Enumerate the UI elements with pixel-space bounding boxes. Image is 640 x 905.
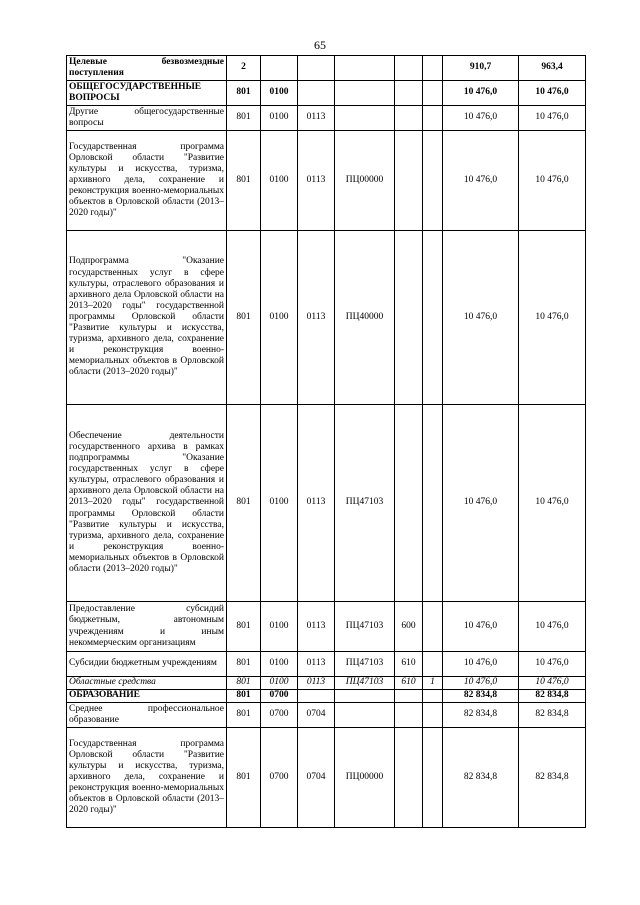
amount-second-cell: 10 476,0 [519, 231, 586, 405]
amount-second-cell: 10 476,0 [519, 81, 586, 106]
code-kosgu-cell [423, 81, 443, 106]
table-row [67, 106, 586, 131]
amount-second-cell: 10 476,0 [519, 131, 586, 231]
code-target-article-cell [335, 106, 395, 131]
code-glava-cell: 801 [227, 131, 261, 231]
amount-second-cell: 10 476,0 [519, 106, 586, 131]
code-target-article-cell: ПЦ47103 [335, 652, 395, 677]
code-glava-cell: 801 [227, 81, 261, 106]
item-name-cell: Государственная программа Орловской области "Развитие культуры и искусства, туризма, архивного дела, сохранение и реконструкция военно-мемориальных объектов в Орловской области (2013–2020 годы)" [67, 728, 227, 828]
table-row [67, 56, 586, 81]
code-kosgu-cell [423, 405, 443, 602]
item-name-cell: Другие общегосударственные вопросы [67, 106, 227, 131]
code-expense-type-cell [395, 231, 423, 405]
item-name-cell: ОБРАЗОВАНИЕ [67, 690, 227, 703]
code-razdel-cell: 0100 [261, 652, 298, 677]
code-target-article-cell [335, 690, 395, 703]
code-kosgu-cell [423, 231, 443, 405]
amount-first-cell: 10 476,0 [443, 677, 519, 690]
code-target-article-cell [335, 81, 395, 106]
code-glava-cell: 801 [227, 652, 261, 677]
code-kosgu-cell [423, 56, 443, 81]
amount-first-cell: 10 476,0 [443, 652, 519, 677]
amount-first-cell: 10 476,0 [443, 602, 519, 652]
code-razdel-cell: 0100 [261, 131, 298, 231]
code-razdel-cell: 0100 [261, 81, 298, 106]
code-podrazdel-cell: 0704 [298, 728, 335, 828]
page-number: 65 [314, 38, 326, 52]
code-razdel-cell [261, 56, 298, 81]
code-razdel-cell: 0100 [261, 405, 298, 602]
code-target-article-cell: ПЦ40000 [335, 231, 395, 405]
amount-second-cell: 10 476,0 [519, 405, 586, 602]
code-podrazdel-cell [298, 690, 335, 703]
table-row [67, 231, 586, 405]
code-glava-cell: 801 [227, 728, 261, 828]
table-row [67, 602, 586, 652]
code-glava-cell: 801 [227, 231, 261, 405]
amount-first-cell: 82 834,8 [443, 703, 519, 728]
code-glava-cell: 801 [227, 602, 261, 652]
table-row [67, 690, 586, 703]
code-target-article-cell: ПЦ00000 [335, 131, 395, 231]
code-kosgu-cell [423, 131, 443, 231]
amount-second-cell: 82 834,8 [519, 703, 586, 728]
amount-second-cell: 10 476,0 [519, 677, 586, 690]
amount-second-cell: 10 476,0 [519, 652, 586, 677]
table-row [67, 728, 586, 828]
code-expense-type-cell [395, 690, 423, 703]
code-kosgu-cell [423, 106, 443, 131]
amount-first-cell: 10 476,0 [443, 106, 519, 131]
code-kosgu-cell [423, 652, 443, 677]
budget-table [66, 55, 586, 828]
item-name-cell: Среднее профессиональное образование [67, 703, 227, 728]
code-expense-type-cell [395, 405, 423, 602]
item-name-cell: Целевые безвозмездные поступления [67, 56, 227, 81]
item-name-cell: Подпрограмма "Оказание государственных услуг в сфере культуры, отраслевого образования и архивного дела Орловской области на 2013–2020 годы" государственной программы Орловской области "Развитие культуры и искусства, туризма, архивного дела, сохранение и реконструкция военно-мемориальных объектов в Орловской области (2013–2020 годы)" [67, 231, 227, 405]
code-expense-type-cell [395, 81, 423, 106]
code-glava-cell: 801 [227, 405, 261, 602]
amount-first-cell: 10 476,0 [443, 231, 519, 405]
code-target-article-cell [335, 56, 395, 81]
table-row [67, 131, 586, 231]
code-podrazdel-cell [298, 81, 335, 106]
amount-first-cell: 910,7 [443, 56, 519, 81]
amount-second-cell: 963,4 [519, 56, 586, 81]
code-glava-cell: 801 [227, 677, 261, 690]
code-glava-cell: 801 [227, 106, 261, 131]
item-name-cell: Субсидии бюджетным учреждениям [67, 652, 227, 677]
table-body [67, 56, 586, 828]
amount-first-cell: 82 834,8 [443, 728, 519, 828]
code-expense-type-cell [395, 106, 423, 131]
code-podrazdel-cell: 0113 [298, 405, 335, 602]
amount-second-cell: 82 834,8 [519, 690, 586, 703]
code-kosgu-cell [423, 602, 443, 652]
item-name-cell: Областные средства [67, 677, 227, 690]
amount-second-cell: 10 476,0 [519, 602, 586, 652]
code-target-article-cell: ПЦ47103 [335, 602, 395, 652]
code-podrazdel-cell: 0113 [298, 652, 335, 677]
code-razdel-cell: 0100 [261, 677, 298, 690]
code-expense-type-cell: 600 [395, 602, 423, 652]
code-podrazdel-cell: 0113 [298, 602, 335, 652]
code-kosgu-cell [423, 690, 443, 703]
code-podrazdel-cell: 0113 [298, 131, 335, 231]
code-expense-type-cell [395, 56, 423, 81]
amount-first-cell: 82 834,8 [443, 690, 519, 703]
amount-first-cell: 10 476,0 [443, 405, 519, 602]
code-podrazdel-cell: 0704 [298, 703, 335, 728]
code-target-article-cell: ПЦ00000 [335, 728, 395, 828]
code-expense-type-cell [395, 703, 423, 728]
table-row [67, 703, 586, 728]
code-target-article-cell: ПЦ47103 [335, 405, 395, 602]
code-razdel-cell: 0100 [261, 231, 298, 405]
table-row [67, 81, 586, 106]
code-glava-cell: 801 [227, 690, 261, 703]
code-podrazdel-cell: 0113 [298, 106, 335, 131]
code-podrazdel-cell: 0113 [298, 231, 335, 405]
table-row [67, 652, 586, 677]
code-podrazdel-cell [298, 56, 335, 81]
code-razdel-cell: 0700 [261, 703, 298, 728]
code-kosgu-cell: 1 [423, 677, 443, 690]
code-kosgu-cell [423, 703, 443, 728]
code-razdel-cell: 0100 [261, 106, 298, 131]
item-name-cell: Предоставление субсидий бюджетным, автономным учреждениям и иным некоммерческим организациям [67, 602, 227, 652]
item-name-cell: Государственная программа Орловской области "Развитие культуры и искусства, туризма, архивного дела, сохранение и реконструкция военно-мемориальных объектов в Орловской области (2013–2020 годы)" [67, 131, 227, 231]
code-podrazdel-cell: 0113 [298, 677, 335, 690]
table-row [67, 677, 586, 690]
item-name-cell: Обеспечение деятельности государственного архива в рамках подпрограммы "Оказание государственных услуг в сфере культуры, отраслевого образования и архивного дела Орловской области на 2013–2020 годы" государственной программы Орловской области "Развитие культуры и искусства, туризма, архивного дела, сохранение и реконструкция военно-мемориальных объектов в Орловской области (2013–2020 годы)" [67, 405, 227, 602]
code-target-article-cell [335, 703, 395, 728]
code-glava-cell: 801 [227, 703, 261, 728]
table-row [67, 405, 586, 602]
code-expense-type-cell: 610 [395, 652, 423, 677]
code-expense-type-cell: 610 [395, 677, 423, 690]
code-razdel-cell: 0700 [261, 690, 298, 703]
code-expense-type-cell [395, 131, 423, 231]
code-expense-type-cell [395, 728, 423, 828]
amount-second-cell: 82 834,8 [519, 728, 586, 828]
code-razdel-cell: 0700 [261, 728, 298, 828]
item-name-cell: ОБЩЕГОСУДАРСТВЕННЫЕ ВОПРОСЫ [67, 81, 227, 106]
amount-first-cell: 10 476,0 [443, 131, 519, 231]
code-glava-cell: 2 [227, 56, 261, 81]
amount-first-cell: 10 476,0 [443, 81, 519, 106]
code-kosgu-cell [423, 728, 443, 828]
code-razdel-cell: 0100 [261, 602, 298, 652]
code-target-article-cell: ПЦ47103 [335, 677, 395, 690]
